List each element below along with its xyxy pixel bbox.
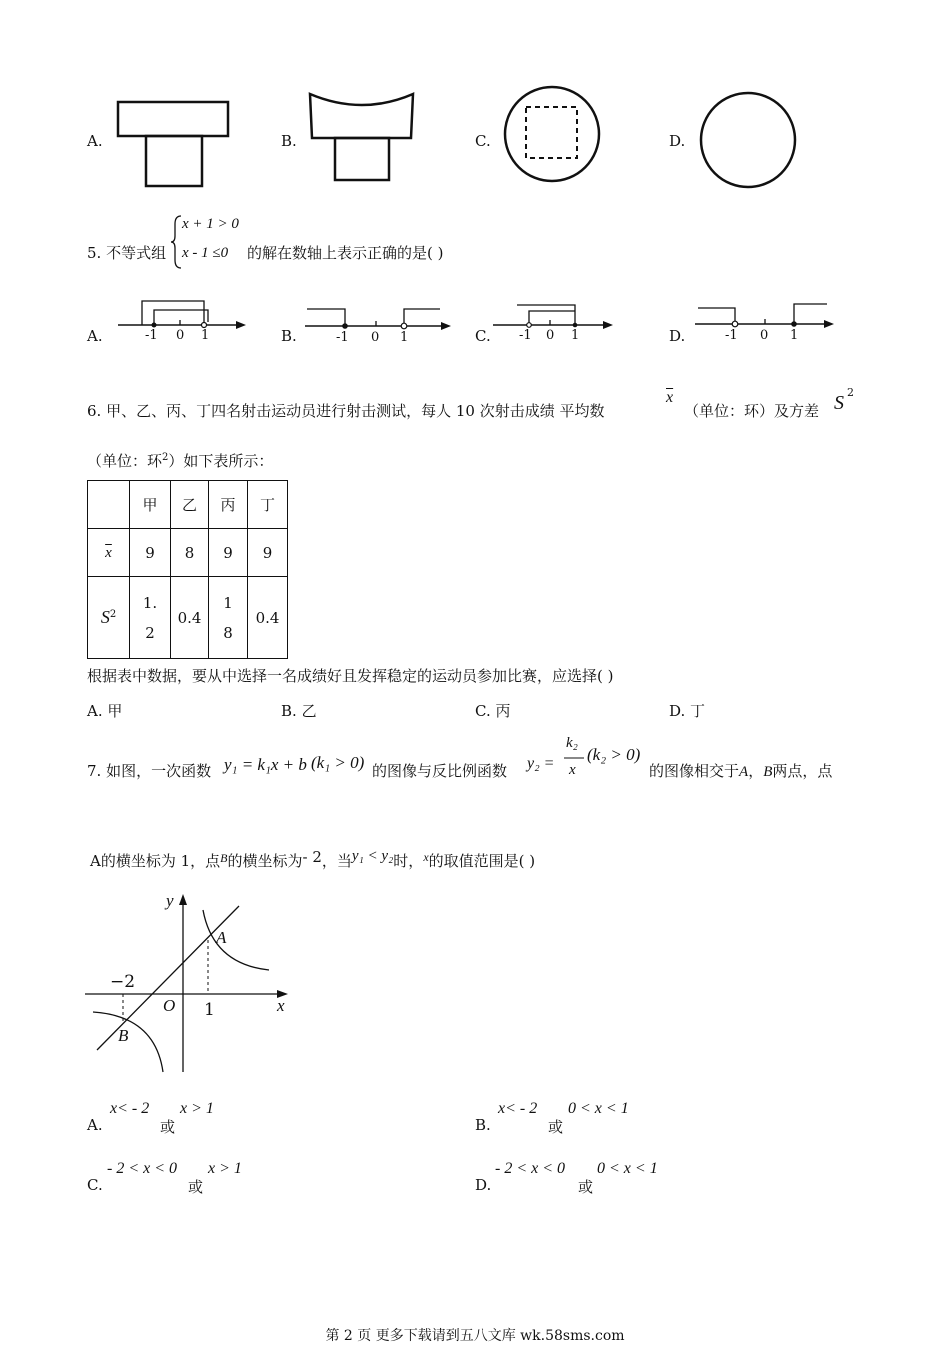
- table-cell: 9: [130, 529, 171, 577]
- axis-label-1: 1: [201, 328, 210, 343]
- graph-origin-label: O: [163, 996, 176, 1015]
- q7-option-c-part1: - 2 < x < 0: [107, 1160, 178, 1177]
- q7-option-c-or: 或: [188, 1178, 204, 1196]
- mean-symbol: $\overline{x}$: [666, 389, 674, 406]
- axis-label-0: 0: [546, 328, 555, 343]
- inverse-condition: (k₂ > 0): [587, 745, 641, 764]
- q7-option-b-part1: x< - 2: [498, 1100, 538, 1117]
- q7-option-c-letter: C.: [87, 1176, 103, 1194]
- q5-option-a-letter: A.: [87, 327, 103, 345]
- score-table: [87, 480, 288, 659]
- table-row: [88, 577, 288, 659]
- axis-label-1: 1: [400, 330, 409, 345]
- table-header-cell: 丁: [248, 481, 288, 529]
- q7-line2: A的横坐标为 1，点$^B$的横坐标为- 2，当y₁ < y₂时，$^x$的取值范围是( ): [90, 848, 536, 870]
- q7-option-c-part2: x > 1: [208, 1160, 242, 1177]
- q4-option-d-letter: D.: [669, 132, 686, 150]
- number-line-option-b: [305, 298, 455, 348]
- axis-label-0: 0: [760, 328, 769, 343]
- circle-with-dashed-square-icon: [500, 82, 605, 187]
- graph-neg2-label: −2: [110, 972, 136, 992]
- q6-stem-line1: 6. 甲、乙、丙、丁四名射击运动员进行射击测试，每人 10 次射击成绩 平均数: [87, 402, 605, 420]
- hyperbola-branch-q1: [203, 910, 269, 970]
- q7-option-d-part2: 0 < x < 1: [597, 1160, 658, 1177]
- inverse-numerator: k₂: [566, 735, 578, 751]
- linear-condition: (k₁ > 0): [311, 753, 365, 772]
- q4-option-a-letter: A.: [87, 132, 103, 150]
- page-footer: 第 2 页 更多下载请到五八文库 wk.58sms.com: [325, 1328, 625, 1344]
- y-axis-arrow: [179, 894, 187, 905]
- axis-label-1: 1: [790, 328, 799, 343]
- q5-prefix: 5. 不等式组: [87, 244, 167, 262]
- q6-option-d: D. 丁: [669, 702, 706, 720]
- table-header-cell: [88, 481, 130, 529]
- linear-function: y₁ = k₁x + b: [224, 755, 307, 774]
- mean-symbol: $\overline{x}$: [105, 545, 112, 561]
- q7-option-a-part2: x > 1: [180, 1100, 214, 1117]
- q7-stem-p3: 的图像相交于A，B两点，点: [649, 762, 833, 780]
- axis-label-neg1: -1: [519, 328, 532, 343]
- number-line-option-c: [493, 298, 618, 348]
- q7-option-d-letter: D.: [475, 1176, 492, 1194]
- graph-point-a-label: A: [216, 928, 227, 947]
- q7-option-a-part1: x< - 2: [110, 1100, 150, 1117]
- q5-option-b-letter: B.: [281, 327, 297, 345]
- q7-stem-p1: 7. 如图，一次函数: [87, 762, 212, 780]
- q7-option-d-part1: - 2 < x < 0: [495, 1160, 566, 1177]
- q6-option-c: C. 丙: [475, 702, 511, 720]
- graph-y-label: y: [166, 891, 174, 910]
- q7-option-b-part2: 0 < x < 1: [568, 1100, 629, 1117]
- q5-suffix: 的解在数轴上表示正确的是( ): [247, 244, 444, 262]
- axis-label-0: 0: [176, 328, 185, 343]
- table-cell: 1 8: [209, 577, 248, 659]
- q4-option-c-letter: C.: [475, 132, 491, 150]
- axis-label-neg1: -1: [336, 330, 349, 345]
- table-row: [88, 529, 288, 577]
- fraction-bar: [564, 757, 586, 760]
- q7-option-b-letter: B.: [475, 1116, 491, 1134]
- variance-symbol: S: [100, 607, 110, 627]
- inverse-function-lhs: y₂ =: [527, 755, 555, 772]
- graph-one-label: 1: [204, 1000, 215, 1020]
- curved-top-view-icon: [305, 88, 420, 186]
- q5-option-d-letter: D.: [669, 327, 686, 345]
- axis-label-1: 1: [571, 328, 580, 343]
- variance-exponent: 2: [847, 386, 854, 399]
- q6-question: 根据表中数据，要从中选择一名成绩好且发挥稳定的运动员参加比赛，应选择( ): [87, 667, 614, 685]
- table-row-label: $S^2$: [88, 577, 130, 659]
- table-header-cell: 丙: [209, 481, 248, 529]
- q7-option-a-or: 或: [160, 1118, 176, 1136]
- q5-inequality-2: x - 1 ≤0: [182, 245, 229, 261]
- t-shaped-view-icon: [112, 98, 237, 190]
- table-row-label: [88, 529, 130, 577]
- table-cell: 0.4: [171, 577, 209, 659]
- axis-label-0: 0: [371, 330, 380, 345]
- q7-option-b-or: 或: [548, 1118, 564, 1136]
- table-cell: 0.4: [248, 577, 288, 659]
- q6-stem-mid: （单位：环）及方差: [684, 402, 820, 420]
- q4-option-b-letter: B.: [281, 132, 297, 150]
- graph-x-label: x: [277, 996, 285, 1015]
- axis-label-neg1: -1: [145, 328, 158, 343]
- q7-option-d-or: 或: [578, 1178, 594, 1196]
- table-row: [88, 481, 288, 529]
- q6-option-b: B. 乙: [281, 702, 317, 720]
- table-cell: 8: [171, 529, 209, 577]
- graph-point-b-label: B: [118, 1026, 129, 1045]
- table-cell: 1. 2: [130, 577, 171, 659]
- table-cell: 9: [209, 529, 248, 577]
- q6-option-a: A. 甲: [87, 702, 123, 720]
- q7-option-a-letter: A.: [87, 1116, 103, 1134]
- q5-inequality-1: x + 1 > 0: [182, 216, 239, 232]
- table-header-cell: 乙: [171, 481, 209, 529]
- variance-symbol: S: [834, 392, 844, 414]
- q6-stem-line2: （单位：环$^2$）如下表所示：: [87, 452, 274, 470]
- inverse-denominator: x: [569, 762, 576, 778]
- table-header-cell: 甲: [130, 481, 171, 529]
- axis-label-neg1: -1: [725, 328, 738, 343]
- table-cell: 9: [248, 529, 288, 577]
- circle-icon: [695, 88, 800, 193]
- q5-option-c-letter: C.: [475, 327, 491, 345]
- q7-stem-p2: 的图像与反比例函数: [372, 762, 508, 780]
